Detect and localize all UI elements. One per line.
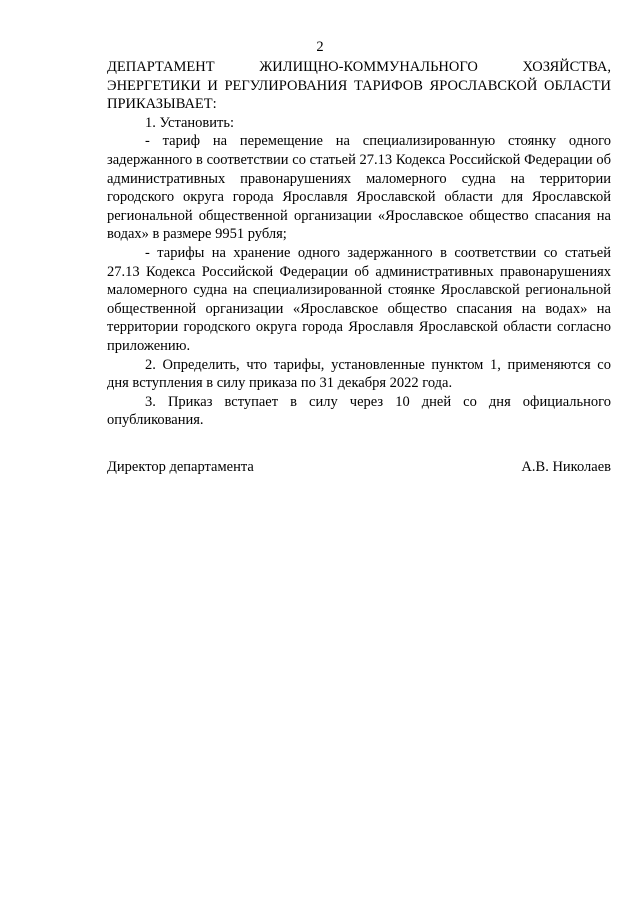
item-3-paragraph: 3. Приказ вступает в силу через 10 дней со дня официального опубликования.	[107, 393, 611, 429]
signature-block	[107, 458, 611, 476]
document-body	[107, 58, 611, 430]
item-1-heading: 1. Установить:	[145, 114, 235, 131]
item-2-paragraph: 2. Определить, что тарифы, установленные пунктом 1, применяются со дня вступления в силу приказа по 31 декабря 2022 года.	[107, 356, 611, 392]
order-preamble: ДЕПАРТАМЕНТ ЖИЛИЩНО-КОММУНАЛЬНОГО ХОЗЯЙСТВА, ЭНЕРГЕТИКИ И РЕГУЛИРОВАНИЯ ТАРИФОВ ЯРОСЛАВСКОЙ ОБЛАСТИ ПРИКАЗЫВАЕТ:	[107, 59, 611, 113]
signatory-position: Директор департамента	[107, 459, 254, 475]
item-1-tariff-transport: - тариф на перемещение на специализированную стоянку одного задержанного в соответствии со статьей 27.13 Кодекса Российской Федерации об административных правонарушениях маломерного судна на территории городского округа города Ярославля Ярославской области для Ярославской региональной общественной организации «Ярославское общество спасания на водах» в размере 9951 рубля;	[107, 133, 611, 243]
signatory-name: А.В. Николаев	[521, 459, 611, 475]
item-1-tariff-storage: - тарифы на хранение одного задержанного в соответствии со статьей 27.13 Кодекса Российской Федерации об административных правонарушениях маломерного судна на специализированной стоянке Ярославской региональной общественной организации «Ярославское общество спасания на водах» на территории городского округа города Ярославля Ярославской области согласно приложению.	[107, 244, 611, 354]
page-number: 2	[316, 39, 324, 55]
